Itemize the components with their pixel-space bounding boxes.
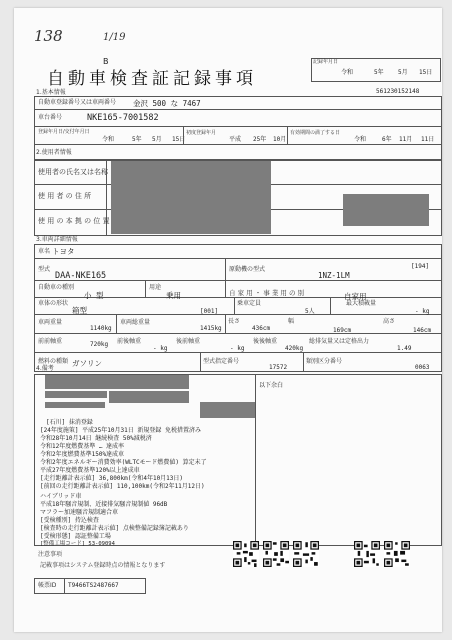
model-value: DAA-NKE165: [55, 271, 107, 281]
redaction-block: [343, 194, 429, 226]
remark-line: [検査時の走行距離計表示値] 点検整備記録簿記載あり: [40, 525, 189, 532]
basic-info-heading: 1.基本情報: [36, 89, 66, 96]
expiry-label: 有効期間の満了する日: [290, 130, 341, 136]
remark-line: 令和2年度燃費基準150%達成車: [40, 451, 125, 458]
first-reg-year: 25年: [253, 136, 267, 143]
front-axle-label: 前前軸重: [38, 338, 63, 345]
redaction-block: [45, 391, 107, 398]
fuel-label: 燃料の種類: [38, 358, 69, 365]
user-address-label: 使 用 者 の 住 所: [38, 192, 92, 200]
front-rear-axle-value: - kg: [153, 345, 168, 352]
qr-code: [233, 541, 259, 567]
record-date-month: 5月: [398, 69, 408, 76]
expiry-month: 11月: [399, 136, 413, 143]
first-reg-label: 初度登録年月: [186, 130, 217, 136]
user-info-heading: 2.使用者情報: [36, 149, 72, 156]
remark-line: 令和28年10月14日 継続検査 50%減税済: [40, 435, 152, 442]
weight-value: 1140kg: [90, 325, 112, 332]
reg-number-value: 金沢 500 な 7467: [133, 99, 201, 108]
reg-number-label: 自動車登録番号又は車両番号: [38, 99, 117, 106]
first-reg-era: 平成: [229, 136, 242, 143]
divider: [34, 109, 442, 110]
width-label: 幅: [288, 318, 295, 325]
qr-code: [354, 541, 380, 567]
rear-front-axle-label: 後前軸重: [176, 338, 201, 345]
remark-line: [石川] 抹消登録: [46, 419, 93, 426]
vehicle-detail-heading: 3.車両詳細情報: [36, 236, 78, 243]
base-location-label: 使 用 の 本 拠 の 位 置: [38, 217, 110, 225]
maker-value: トヨタ: [52, 247, 75, 256]
displacement-value: 1.49: [397, 345, 412, 352]
divider: [34, 352, 442, 353]
remark-line: [24年度施策] 平成25年10月31日 新規登録 免税措置済み: [40, 427, 201, 434]
record-date-label: 記録年月日: [313, 59, 339, 65]
private-business-value: 自家用: [344, 292, 367, 301]
front-axle-value: 720kg: [90, 341, 109, 348]
qr-code: [384, 541, 410, 567]
remark-line: 令和12年度燃費基準 … 達成率: [40, 443, 125, 450]
engine-code: [194]: [411, 263, 430, 270]
engine-label: 原動機の型式: [229, 266, 266, 273]
divider: [183, 126, 184, 144]
remark-line: ハイブリッド車: [40, 493, 82, 500]
length-value: 436cm: [252, 325, 271, 332]
rear-rear-axle-value: 420kg: [285, 345, 304, 352]
divider: [225, 258, 226, 297]
body-shape-label: 車体の形状: [38, 300, 69, 307]
expiry-day: 11日: [421, 136, 435, 143]
notice-text: 記載事項はシステム登録時点の情報となります: [40, 562, 166, 569]
remarks-blank: 以下余白: [259, 382, 284, 389]
divider: [234, 297, 235, 314]
expiry-year: 6年: [382, 136, 392, 143]
model-label: 型式: [38, 266, 51, 273]
redaction-block: [200, 402, 255, 418]
divider: [330, 297, 331, 314]
use-label: 用途: [149, 284, 162, 291]
form-id-value: T9466TS2487667: [68, 582, 119, 589]
divider: [255, 374, 256, 546]
divider: [34, 333, 442, 334]
private-business-label: 自 家 用 ・ 事 業 用 の 別: [229, 289, 305, 297]
body-shape-value: 箱型: [72, 306, 87, 315]
height-label: 高さ: [383, 318, 396, 325]
user-name-label: 使用者の氏名又は名称: [38, 168, 108, 176]
rear-front-axle-value: - kg: [230, 345, 245, 352]
remark-line: 令和2年度エネルギー消費効率(WLTCモード燃費値) 算定未了: [40, 459, 207, 466]
divider: [116, 314, 117, 333]
qr-code: [263, 541, 289, 567]
engine-value: 1NZ-1LM: [318, 271, 350, 280]
form-id-label: 帳票ID: [38, 582, 57, 589]
kind-label: 自動車の種別: [38, 284, 75, 291]
gross-weight-value: 1415kg: [200, 325, 222, 332]
divider: [34, 126, 442, 127]
handwritten-mark: 1/19: [103, 32, 126, 43]
length-label: 長さ: [228, 318, 241, 325]
serial-number: 561230152148: [376, 88, 420, 95]
notice-label: 注意事項: [38, 551, 63, 558]
record-date-year: 5年: [374, 69, 384, 76]
reg-date-year: 5年: [132, 136, 142, 143]
remark-line: [前回の走行距離計表示値] 110,100km(令和2年11月12日): [40, 483, 205, 490]
remark-line: マフラー加速騒音規制適合車: [40, 509, 119, 516]
record-date-era: 令和: [341, 69, 354, 76]
divider: [34, 314, 442, 315]
capacity-label: 乗車定員: [237, 300, 262, 307]
max-load-label: 最大積載量: [346, 300, 377, 307]
divider: [34, 258, 442, 259]
fuel-value: ガソリン: [72, 359, 102, 368]
body-shape-code: [001]: [200, 308, 219, 315]
weight-label: 車両重量: [38, 319, 63, 326]
width-value: 169cm: [333, 327, 352, 334]
kind-value: 小 型: [84, 291, 104, 300]
remark-line: [受検種別] 持込検査: [40, 517, 99, 524]
type-number-value: 17572: [269, 364, 288, 371]
first-reg-month: 10月: [273, 136, 287, 143]
remark-line: 平成18年騒音規制、近接排気騒音規制値 96dB: [40, 501, 168, 508]
displacement-label: 総排気量又は定格出力: [309, 338, 370, 345]
redaction-block: [111, 161, 271, 234]
divider: [34, 144, 442, 145]
remark-line: [受検形態] 認証整備工場: [40, 533, 111, 540]
reg-date-month: 5月: [152, 136, 162, 143]
class-number-value: 0063: [415, 364, 430, 371]
divider: [225, 314, 226, 333]
capacity-value: 5人: [305, 308, 315, 315]
height-value: 146cm: [413, 327, 432, 334]
remark-line: [走行距離計表示値] 36,800km(令和4年10月13日): [40, 475, 184, 482]
document-title: 自動車検査証記録事項: [47, 69, 257, 89]
reg-date-day: 15日: [172, 136, 186, 143]
expiry-era: 令和: [354, 136, 367, 143]
handwritten-number: 138: [34, 27, 63, 45]
redaction-block: [45, 375, 189, 389]
type-number-label: 型式指定番号: [203, 358, 240, 365]
divider: [64, 578, 65, 594]
divider: [200, 352, 201, 372]
remark-line: [整備工場コード] 53-09094: [40, 541, 115, 547]
redaction-block: [45, 402, 105, 408]
remarks-heading: 4.備考: [36, 365, 54, 372]
redaction-block: [109, 391, 189, 403]
class-number-label: 類別区分番号: [306, 358, 343, 365]
remark-line: 平成27年度燃費基準120%以上達成車: [40, 467, 140, 474]
maker-label: 車名: [38, 248, 51, 255]
reg-date-era: 令和: [102, 136, 115, 143]
gross-weight-label: 車両総重量: [120, 319, 151, 326]
chassis-label: 車台番号: [38, 114, 63, 121]
front-rear-axle-label: 前後軸重: [117, 338, 142, 345]
divider: [287, 126, 288, 144]
use-value: 乗用: [166, 291, 181, 300]
rear-rear-axle-label: 後後軸重: [253, 338, 278, 345]
qr-code: [293, 541, 319, 567]
reg-date-label: 登録年月日/交付年月日: [38, 129, 90, 135]
record-date-day: 15日: [419, 69, 433, 76]
divider: [303, 352, 304, 372]
header-letter: B: [103, 57, 109, 66]
divider: [145, 280, 146, 297]
max-load-value: - kg: [415, 308, 430, 315]
chassis-value: NKE165-7001582: [87, 113, 159, 123]
